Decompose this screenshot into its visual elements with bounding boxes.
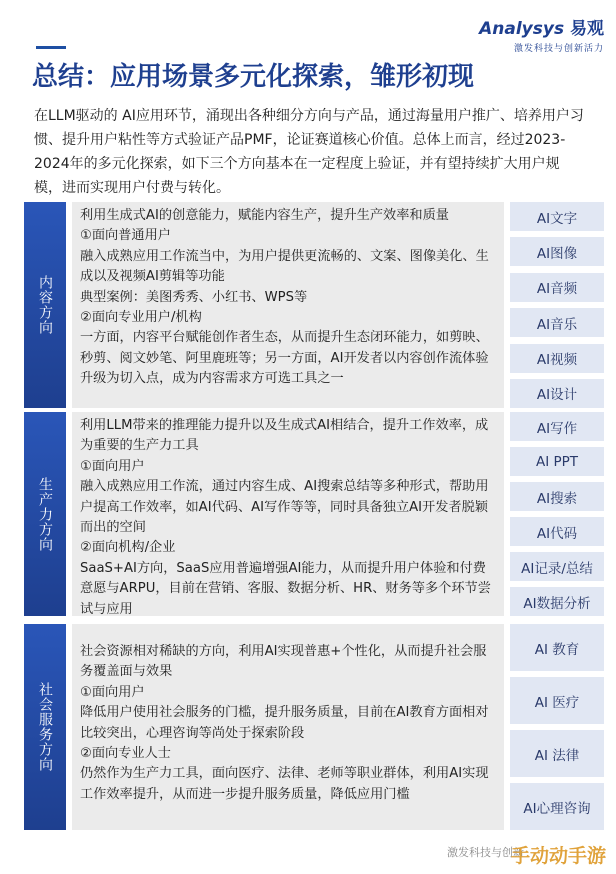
tag-list xyxy=(510,624,604,830)
body-line: ①面向用户 xyxy=(80,684,145,700)
brand-name-en: Analysys xyxy=(479,19,565,39)
tag-ai-notes: AI记录/总结 xyxy=(510,552,604,581)
tag-ai-image: AI图像 xyxy=(510,237,604,266)
section-content xyxy=(24,202,604,408)
body-line: 降低用户使用社会服务的门槛，提升服务质量，目前在AI教育方面相对比较突出，心理咨询等尚处于探索阶段 xyxy=(80,705,489,741)
tag-ai-writing: AI写作 xyxy=(510,412,604,441)
body-line: ①面向用户 xyxy=(80,458,145,474)
body-line: ②面向专业用户/机构 xyxy=(80,310,202,326)
title-accent-bar xyxy=(36,46,66,49)
section-label: 生产力方向 xyxy=(24,412,66,616)
tag-list xyxy=(510,412,604,616)
tag-ai-data-analysis: AI数据分析 xyxy=(510,587,604,616)
tag-ai-search: AI搜索 xyxy=(510,482,604,511)
tag-ai-education: AI 教育 xyxy=(510,624,604,671)
tag-ai-design: AI设计 xyxy=(510,379,604,408)
brand-name-cn: 易观 xyxy=(570,19,604,39)
section-body xyxy=(72,624,504,830)
section-label: 内容方向 xyxy=(24,202,66,408)
body-line: 融入成熟应用工作流，通过内容生成、AI搜索总结等多种形式，帮助用户提高工作效率，如AI代码、AI写作等等，同时具备独立AI开发者脱颖而出的空间 xyxy=(80,479,489,536)
tag-ai-counseling: AI心理咨询 xyxy=(510,783,604,830)
body-line: 仍然作为生产力工具，面向医疗、法律、老师等职业群体，利用AI实现工作效率提升，从而进一步提升服务质量，降低应用门槛 xyxy=(80,766,489,802)
body-line: SaaS+AI方向，SaaS应用普遍增强AI能力，从而提升用户体验和付费意愿与ARPU，目前在营销、客服、数据分析、HR、财务等多个环节尝试与应用 xyxy=(80,560,491,617)
tag-ai-ppt: AI PPT xyxy=(510,447,604,476)
section-productivity xyxy=(24,412,604,616)
section-body xyxy=(72,202,504,408)
section-body xyxy=(72,412,504,616)
body-line: 利用生成式AI的创意能力，赋能内容生产，提升生产效率和质量 xyxy=(80,208,449,223)
tag-ai-code: AI代码 xyxy=(510,517,604,546)
body-line: ②面向机构/企业 xyxy=(80,540,176,556)
body-line: 社会资源相对稀缺的方向，利用AI实现普惠+个性化，从而提升社会服务覆盖面与效果 xyxy=(80,644,487,680)
tag-ai-audio: AI音频 xyxy=(510,273,604,302)
brand-tagline: 激发科技与创新活力 xyxy=(513,44,604,54)
tag-ai-medical: AI 医疗 xyxy=(510,677,604,724)
tag-ai-video: AI视频 xyxy=(510,344,604,373)
tag-ai-music: AI音乐 xyxy=(510,308,604,337)
body-line: ②面向专业人士 xyxy=(80,746,171,762)
body-line: 典型案例：美图秀秀、小红书、WPS等 xyxy=(80,289,308,305)
body-line: 利用LLM带来的推理能力提升以及生成式AI相结合，提升工作效率，成为重要的生产力工具 xyxy=(80,418,489,454)
tag-list xyxy=(510,202,604,408)
tag-ai-legal: AI 法律 xyxy=(510,730,604,777)
tag-ai-text: AI文字 xyxy=(510,202,604,231)
section-social-service xyxy=(24,624,604,830)
brand-logo xyxy=(454,14,604,54)
section-label: 社会服务方向 xyxy=(24,624,66,830)
watermark: 手动动手游 xyxy=(510,845,606,867)
footer-tagline: 激发科技与创新 xyxy=(447,846,524,859)
page-title: 总结：应用场景多元化探索，雏形初现 xyxy=(32,62,475,92)
body-line: 一方面，内容平台赋能创作者生态，从而提升生态闭环能力，如剪映、秒剪、阅文妙笔、阿里鹿班等；另一方面，AI开发者以内容创作流体验升级为切入点，成为内容需求方可选工具之一 xyxy=(80,330,489,387)
intro-paragraph: 在LLM驱动的 AI应用环节，涌现出各种细分方向与产品，通过海量用户推广、培养用户习惯、提升用户粘性等方式验证产品PMF，论证赛道核心价值。总体上而言，经过2023-2024年的多元化探索，如下三个方向基本在一定程度上验证，并有望持续扩大用户规模，进而实现用户付费与转化。 xyxy=(34,108,584,196)
body-line: 融入成熟应用工作流当中，为用户提供更流畅的、文案、图像美化、生成以及视频AI剪辑等功能 xyxy=(80,248,489,285)
body-line: ①面向普通用户 xyxy=(80,228,171,244)
